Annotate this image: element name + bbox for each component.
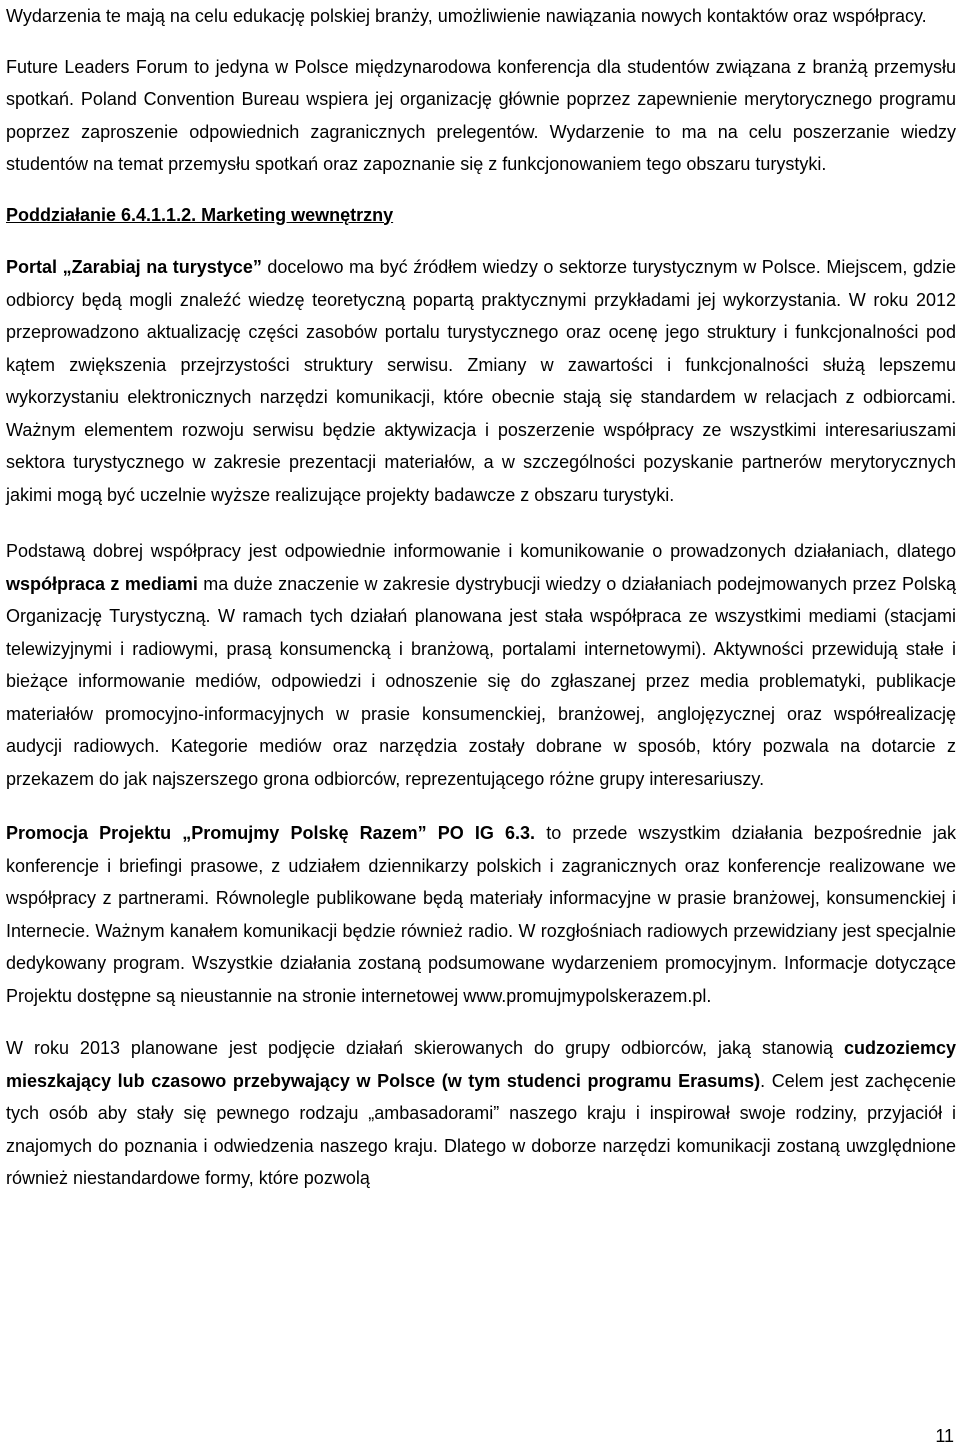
- paragraph-media-text-b: ma duże znaczenie w zakresie dystrybucji wiedzy o działaniach podejmowanych przez Polską Organizację Turystyczną. W ramach tych działań planowana jest stała współpraca ze wszystkimi mediami (stacjami telewizyjnymi i radiowymi, prasą konsumencką i branżową, portalami internetowymi). Aktywności przewidują stałe i bieżące informowanie mediów, odpowiedzi i odnoszenie się do zgłaszanej przez media problematyki, publikacje materiałów promocyjno-informacyjnych w prasie konsumenckiej, branżowej, anglojęzycznej oraz współrealizację audycji radiowych. Kategorie mediów oraz narzędzia zostały dobrane w sposób, który pozwala na dotarcie z przekazem do jak najszerszego grona odbiorców, reprezentującego różne grupy interesariuszy.: [6, 573, 956, 789]
- paragraph-media-text-a: Podstawą dobrej współpracy jest odpowiednie informowanie i komunikowanie o prowadzonych działaniach, dlatego: [6, 541, 956, 561]
- paragraph-project-text: to przede wszystkim działania bezpośrednie jak konferencje i briefingi prasowe, z udziałem dziennikarzy polskich i zagranicznych oraz konferencje realizowane we współpracy z partnerami. Równolegle publikowane będą materiały informacyjne w prasie branżowej, konsumenckiej i Internecie. Ważnym kanałem komunikacji będzie również radio. W rozgłośniach radiowych przewidziany jest specjalnie dedykowany program. Wszystkie działania zostaną podsumowane wydarzeniem promocyjnym. Informacje dotyczące Projektu dostępne są nieustannie na stronie internetowej www.promujmypolskerazem.pl.: [6, 823, 957, 1006]
- section-heading: [6, 199, 956, 232]
- project-name: Promocja Projektu „Promujmy Polskę Razem” PO IG 6.3.: [6, 823, 536, 843]
- foreigners-target-group: cudzoziemcy mieszkający lub czasowo przebywający w Polsce (w tym studenci programu Erasums): [6, 1038, 956, 1091]
- paragraph-portal-text: docelowo ma być źródłem wiedzy o sektorze turystycznym w Polsce. Miejscem, gdzie odbiorcy będą mogli znaleźć wiedzę teoretyczną popartą praktycznymi przykładami jej wykorzystania. W roku 2012 przeprowadzono aktualizację części zasobów portalu turystycznego oraz ocenę jego struktury i funkcjonalności pod kątem zwiększenia przejrzystości struktury serwisu. Zmiany w zawartości i funkcjonalności służą lepszemu wykorzystaniu elektronicznych narzędzi komunikacji, które obecnie stają się standardem w relacjach z odbiorcami. Ważnym elementem rozwoju serwisu będzie aktywizacja i poszerzenie współpracy ze wszystkimi interesariuszami sektora turystycznego w zakresie prezentacji materiałów, a w szczególności pozyskanie partnerów merytorycznych jakimi mogą być uczelnie wyższe realizujące projekty badawcze z obszaru turystyki.: [6, 257, 956, 505]
- paragraph-future-leaders-forum: Future Leaders Forum to jedyna w Polsce międzynarodowa konferencja dla studentów związana z branżą przemysłu spotkań. Poland Convention Bureau wspiera jej organizację głównie poprzez zapewnienie merytorycznego programu poprzez zaproszenie odpowiednich zagranicznych prelegentów. Wydarzenie to ma na celu poszerzanie wiedzy studentów na temat przemysłu spotkań oraz zapoznanie się z funkcjonowaniem tego obszaru turystyki.: [6, 56, 956, 174]
- media-cooperation-term: współpraca z mediami: [6, 573, 198, 594]
- paragraph-events-purpose: Wydarzenia te mają na celu edukację polskiej branży, umożliwienie nawiązania nowych kontaktów oraz współpracy.: [6, 6, 927, 26]
- document-page: [6, 0, 956, 1195]
- paragraph-foreigners-text-a: W roku 2013 planowane jest podjęcie działań skierowanych do grupy odbiorców, jaką stanowią: [6, 1038, 844, 1058]
- portal-name: Portal „Zarabiaj na turystyce”: [6, 257, 262, 277]
- section-heading-text: Poddziałanie 6.4.1.1.2. Marketing wewnętrzny: [6, 204, 394, 225]
- paragraph-foreigners: [6, 1032, 956, 1195]
- paragraph-project-promotion: [6, 817, 956, 1012]
- paragraph-foreigners-text-b: . Celem jest zachęcenie tych osób aby stały się pewnego rodzaju „ambasadorami” naszego kraju i inspirował swoje rodziny, przyjaciół i znajomych do poznania i odwiedzenia naszego kraju. Dlatego w doborze narzędzi komunikacji zostaną uwzględnione również niestandardowe formy, które pozwolą: [6, 1070, 957, 1188]
- paragraph-portal: [6, 251, 956, 511]
- paragraph-media-cooperation: [6, 535, 956, 795]
- page-number: 11: [935, 1426, 954, 1446]
